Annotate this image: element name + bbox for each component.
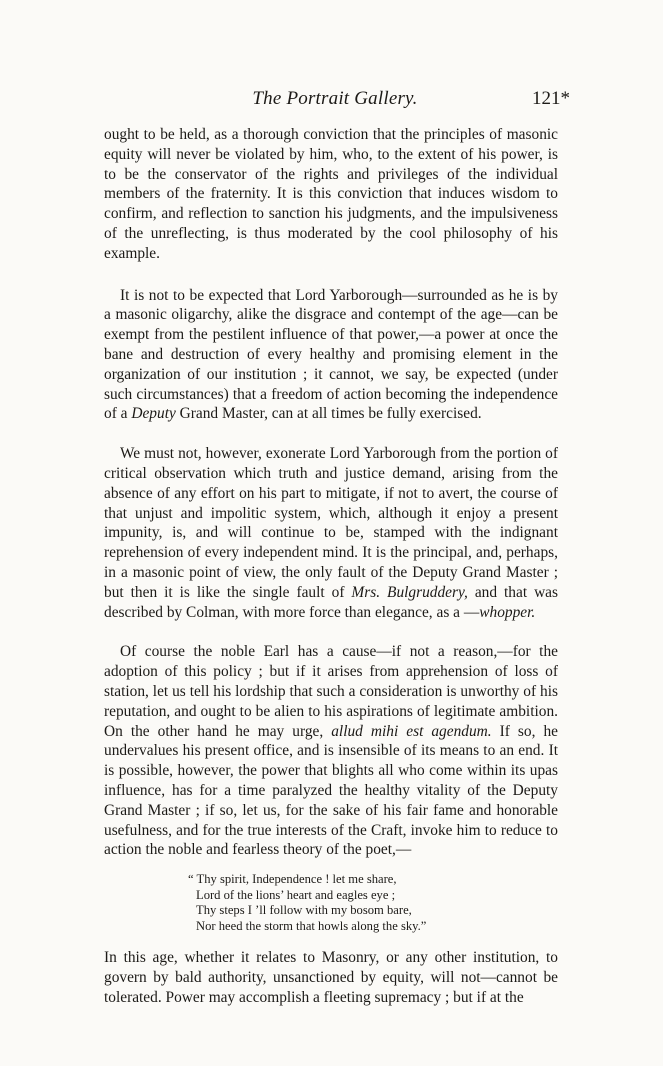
verse-line-2: Lord of the lions’ heart and eagles eye ; (196, 887, 396, 902)
verse-quote (188, 872, 558, 934)
paragraph-2-italic-deputy: Deputy (131, 405, 176, 423)
paragraph-1-text: ought to be held, as a thorough conviction that the principles of masonic equity will never be violated by him, who, to the extent of his power, is to be the conservator of the rights and privileges of the individual members of the fraternity. It is this conviction that induces wisdom to confirm, and reflection to sanction his judgments, and the impulsiveness of the unreflecting, is thus moderated by the cool philosophy of his example. (104, 126, 558, 262)
paragraph-1 (104, 125, 558, 264)
paragraph-4-text-a: Of course the noble Earl has a cause—if not a reason,—for the adoption of this policy ; but if it arises from apprehension of loss of station, let us tell his lordship that such a consideration is unworthy of his reputation, and ought to be alien to his aspirations of legitimate ambition. On the other hand he may urge, (104, 643, 558, 740)
paragraph-3-italic-name: Mrs. Bulgruddery, (351, 583, 468, 601)
verse-line-4: Nor heed the storm that howls along the sky.” (196, 918, 427, 933)
paragraph-3-text-b: and that was described by Colman, with more force than elegance, as a — (104, 583, 559, 621)
paragraph-3 (104, 444, 558, 622)
paragraph-4 (104, 642, 558, 860)
paragraph-2 (104, 286, 558, 425)
paragraph-closing: In this age, whether it relates to Masonry, or any other institution, to govern by bald authority, unsanctioned by equity, will not—cannot be tolerated. Power may accomplish a fleeting supremacy ; but if at the (104, 949, 558, 1006)
paragraph-3-italic-whopper: whopper. (479, 603, 536, 621)
page-header (104, 88, 570, 116)
paragraph-4-italic-latin: allud mihi est agendum. (331, 722, 492, 740)
paragraph-2-text-a: It is not to be expected that Lord Yarborough—surrounded as he is by a masonic oligarchy, alike the disgrace and contempt of the age—can be exempt from the pestilent influence of that power,—a power at once the bane and destruction of every healthy and promising element in the organization of our institution ; it cannot, we say, be expected (under such circumstances) that a freedom of action becoming the independence of a (104, 286, 558, 423)
running-title: The Portrait Gallery. (252, 88, 418, 109)
body-text (104, 125, 558, 1027)
verse-line-1: “ Thy spirit, Independence ! let me share, (188, 872, 397, 887)
paragraph-2-text-b: Grand Master, can at all times be fully exercised. (175, 405, 482, 423)
paragraph-4-text-b: If so, he undervalues his present office, and is insensible of its means to an end. It is possible, however, the power that blights all who come within its upas influence, has for a time paralyzed the healthy vitality of the Deputy Grand Master ; if so, let us, for the sake of his fair fame and honorable usefulness, and for the true interests of the Craft, invoke him to reduce to action the noble and fearless theory of the poet,— (104, 722, 558, 859)
page-number: 121* (532, 88, 570, 109)
verse-line-3: Thy steps I ’ll follow with my bosom bare, (196, 903, 412, 918)
paragraph-3-text-a: We must not, however, exonerate Lord Yarborough from the portion of critical observation which truth and justice demand, arising from the absence of any effort on his part to mitigate, if not to avert, the course of that unjust and impolitic system, which, although it enjoy a present impunity, is, and will continue to be, stamped with the indignant reprehension of every independent mind. It is the principal, and, perhaps, in a masonic point of view, the only fault of the Deputy Grand Master ; but then it is like the single fault of (104, 445, 558, 601)
